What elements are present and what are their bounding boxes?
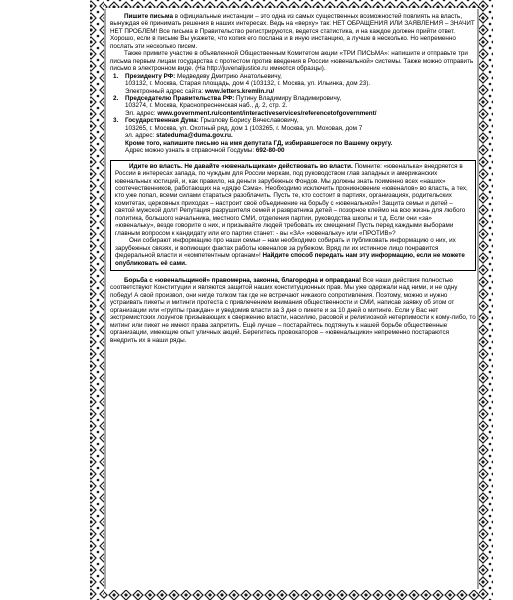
email-link: www.letters.kremlin.ru/ xyxy=(205,87,275,95)
email-link: stateduma@duma.gov.ru. xyxy=(156,132,233,140)
lead-write-letters: Пишите письма xyxy=(124,13,173,20)
list-item: 3. Государственная Дума: Грызлову Борису Вячеславовичу, 103265, г. Москва, ул. Охотный ряд, дом 1 (103265, г. Москва, ул. Моховая, дом 7 эл. адрес: stateduma@duma.gov.ru. Кроме того, напишите письмо на имя депутата ГД, избиравшегося по Вашему округу. Адрес можно узнать в справочной Госдумы: 692-80-00 xyxy=(113,117,393,155)
caps-statement: НЕТ ОБРАЩЕНИЯ ИЛИ ЗАЯВЛЕНИЯ – ЗНАЧИТ НЕТ ПРОБЛЕМ! xyxy=(110,20,475,35)
section-go-to-power: Идите во власть. Не давайте «ювенальщикам» действовать во власти. Помните: «ювеналька» внедряется в России в интересах запада, по чуждым для России меркам, под руководством глав западных и американских ювенальных юстиций, и, как правило, на деньги зарубежных Фондов. Мы должны знать поименно всех «наших» соотечественников, работающих на «дядю Сэма». Необходимо исключить проникновение «ювеналов» во власть, а тех, кто уже попал, всеми силами стараться разоблачить. Пусть те, кто состоит в партиях, организациях, родительских комитетах, церковных приходах – настроит своё объединение на борьбу с «ювенальной»! Защита семьи и детей – святой мужской долг! Репутация разрушителя семей и развратника детей – позорное клеймо на всю жизнь для любого политика, большого начальника, местного СМИ, отделения партии, руководства школы и т.д. Если они «за» «ювенальку», везде говорите о них, и призывайте людей требовать их смещения! Пусть перед каждыми выборами главным вопросом к кандидату или его партии станет: - вы «ЗА» «ювенальку» или «ПРОТИВ»? Они собирают информацию про наши семьи – нам необходимо собирать и публиковать информацию о них, их зарубежных связях, и вопиющих фактах работы ювеналов за рубежом. Вряд ли их истинное лицо понравится федеральной власти и «компетентным органам»! Найдите способ передать нам эту информацию, если не можете опубликовать её сами. xyxy=(110,160,476,271)
list-item: 2. Председателю Правительства РФ: Путину Владимиру Владимировичу, 103274, г. Москва, Краснопресненская наб., д. 2, стр. 2. Эл. адрес: www.government.ru/content/interactiveservices/referencetofgovernment/ xyxy=(113,94,377,117)
duma-phone: 692-80-00 xyxy=(255,147,285,155)
section-heading: Идите во власть. Не давайте «ювенальщикам» действовать во власти. xyxy=(129,162,353,170)
border-top xyxy=(104,0,479,8)
address-list xyxy=(110,73,476,155)
border-right xyxy=(479,0,493,600)
section-struggle: Борьба с «ювенальщиной» правомерна, законна, благородна и оправдана! Все наши действия полностью соответствуют Конституции и являются защитой наших конституционных прав. Мы уже одержали над ними, и не одну победу! А свой произвол, они нигде толком так где не встречают никакого сопротивления. Поэтому, можно и нужно устраивать пикеты и митинги протеста с привлечением внимания общественности и СМИ, написав заявку об этом от организации или «группы граждан» и уведомив власти за 3 дня о пикете и за 10 дней о митинге. Если у Вас нет экстремистских лозунгов призывающих к свержению власти, насилию, расовой и религиозной нетерпимости к кому-либо, то митинг или пикет не имеют права запретить. Ещё лучше – постарайтесь подтянуть к нашей борьбе общественные организации, имеющие опыт уличных акций. Берегитесь провокаторов – «ювенальщики» непременно постараются внедрить их в наши ряды. xyxy=(110,276,476,344)
email-link: www.government.ru/content/interactiveservices/referencetofgovernment/ xyxy=(157,109,377,117)
section-heading: Борьба с «ювенальщиной» правомерна, законна, благородна и оправдана! xyxy=(124,276,362,284)
document-body xyxy=(110,13,476,344)
border-bottom xyxy=(104,590,479,600)
paragraph-write-letters: Пишите письма в официальные инстанции – это одна из самых существенных возможностей повлиять на власть, вынуждая её принимать решения в наших интересах. Ведь на «верху» так: НЕТ ОБРАЩЕНИЯ ИЛИ ЗАЯВЛЕНИЯ – ЗНАЧИТ НЕТ ПРОБЛЕМ! Все письма в Правительство регистрируются, ведется статистика, и на каждое должен прийти ответ. Хорошо, если в письме Вы укажете, что копия его послана и в иную инстанцию, а лучше в несколько. Но непременно послать эти несколько писем. xyxy=(110,13,475,50)
deputy-note: Кроме того, напишите письмо на имя депутата ГД, избиравшегося по Вашему округу. xyxy=(125,139,393,147)
border-left xyxy=(90,0,104,600)
list-item: 1. Президенту РФ: Медведеву Дмитрию Анатольевичу, 103132, г. Москва, Старая площадь, дом 4 (103132, г. Москва, ул. Ильинка, дом 23). Электронный адрес сайта: www.letters.kremlin.ru/ xyxy=(113,72,371,95)
paragraph-three-letters: Также примите участие в объявленной Общественным Комитетом акции «ТРИ ПИСЬМА»: напишите и отправьте три письма первым лицам государства с протестом против введения в России «ювенальной» системы. Также можно отправить письмо в электронном виде. (На http://juvenaljustice.ru имеются образцы). xyxy=(110,50,474,73)
